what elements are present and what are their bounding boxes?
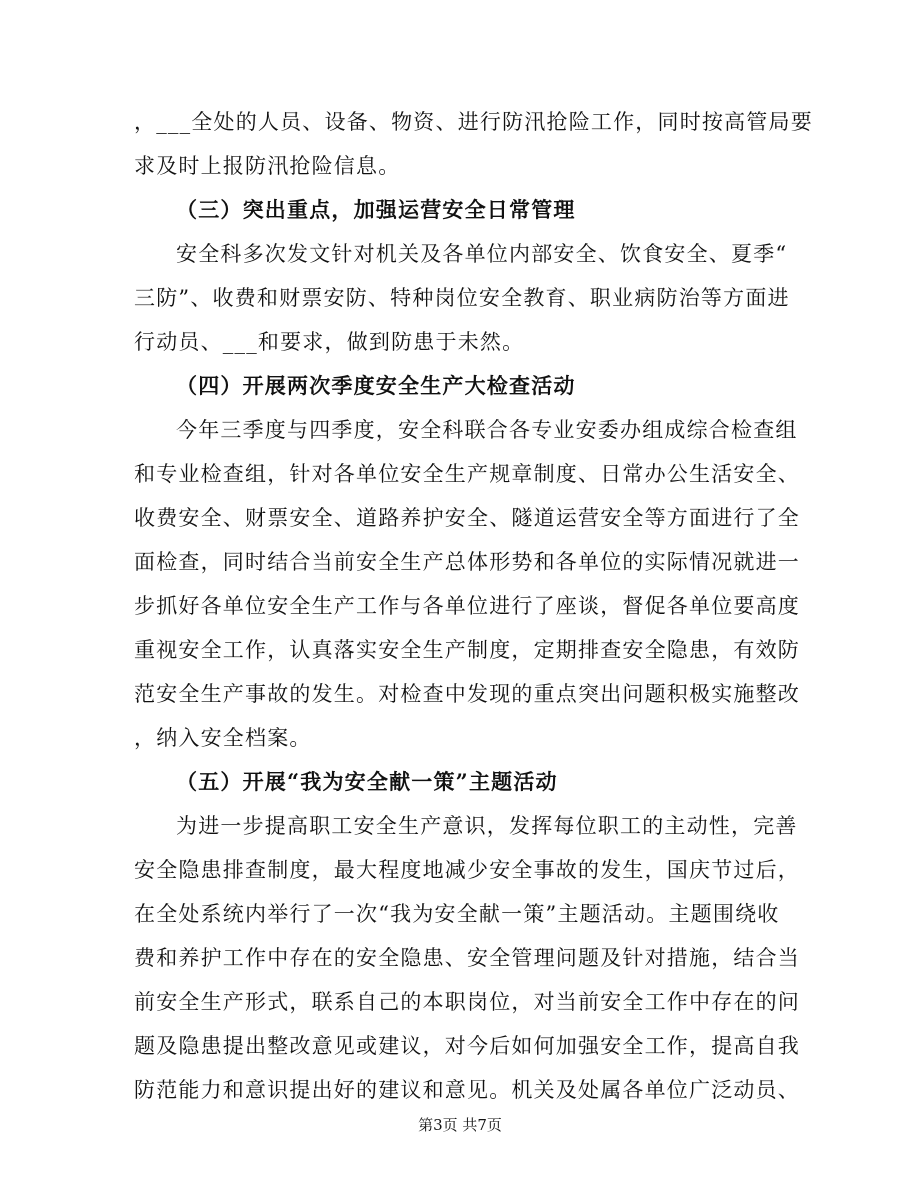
- body-text-line: ，纳入安全档案。: [134, 726, 312, 750]
- body-text-line: 在全处系统内举行了一次“我为安全献一策”主题活动。主题围绕收: [134, 902, 780, 926]
- section-heading: （三）突出重点，加强运营安全日常管理: [176, 197, 576, 222]
- body-text-line: 范安全生产事故的发生。对检查中发现的重点突出问题积极实施整改: [134, 682, 800, 706]
- body-text-line: 防范能力和意识提出好的建议和意见。机关及处属各单位广泛动员、: [134, 1078, 800, 1102]
- body-text-line: 为进一步提高职工安全生产意识，发挥每位职工的主动性，完善: [176, 814, 798, 838]
- body-text-line: 安全科多次发文针对机关及各单位内部安全、饮食安全、夏季“: [176, 242, 788, 266]
- body-text-line: 面检查，同时结合当前安全生产总体形势和各单位的实际情况就进一: [134, 550, 800, 574]
- body-text-line: ，___全处的人员、设备、物资、进行防汛抢险工作，同时按高管局要: [134, 110, 813, 134]
- section-heading: （四）开展两次季度安全生产大检查活动: [176, 373, 576, 398]
- section-heading: （五）开展“我为安全献一策”主题活动: [176, 769, 558, 794]
- body-text-line: 收费安全、财票安全、道路养护安全、隧道运营安全等方面进行了全: [134, 506, 800, 530]
- body-text-line: 步抓好各单位安全生产工作与各单位进行了座谈，督促各单位要高度: [134, 594, 800, 618]
- body-text-line: 费和养护工作中存在的安全隐患、安全管理问题及针对措施，结合当: [134, 946, 800, 970]
- body-text-line: 求及时上报防汛抢险信息。: [134, 154, 401, 178]
- body-text-line: 重视安全工作，认真落实安全生产制度，定期排查安全隐患，有效防: [134, 638, 800, 662]
- page-number-footer: 第3页 共7页: [418, 1116, 502, 1134]
- body-text-line: 三防”、收费和财票安防、特种岗位安全教育、职业病防治等方面进: [134, 286, 790, 310]
- body-text-line: 安全隐患排查制度，最大程度地减少安全事故的发生，国庆节过后，: [134, 858, 800, 882]
- body-text-line: 前安全生产形式，联系自己的本职岗位，对当前安全工作中存在的问: [134, 990, 800, 1014]
- body-text-line: 和专业检查组，针对各单位安全生产规章制度、日常办公生活安全、: [134, 462, 800, 486]
- body-text-line: 行动员、___和要求，做到防患于未然。: [134, 330, 525, 354]
- body-text-line: 题及隐患提出整改意见或建议，对今后如何加强安全工作，提高自我: [134, 1034, 800, 1058]
- body-text-line: 今年三季度与四季度，安全科联合各专业安委办组成综合检查组: [176, 418, 798, 442]
